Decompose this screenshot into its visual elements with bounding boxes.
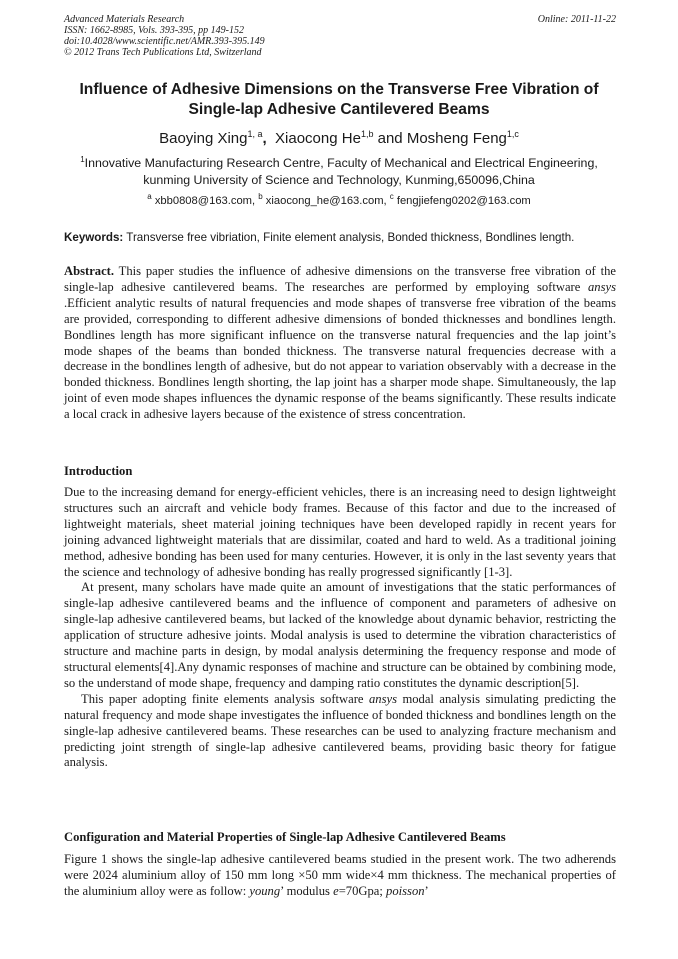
abstract — [64, 264, 616, 423]
copyright-line: © 2012 Trans Tech Publications Ltd, Switzerland — [64, 47, 262, 58]
intro-paragraph-1: Due to the increasing demand for energy-efficient vehicles, there is an increasing need to design lightweight structures such an aircraft and vehicle body frames. Because of this factor and due to the increased of lightweight materials, sheet material joining techniques have been developed rapidly in recent years for joining advanced lightweight materials that are dissimilar, coated and hard to weld. As a traditional joining method, adhesive bonding has been used for many centuries. However, it is only in the last seventy years that the science and technology of adhesive bonding has really progressed significantly [1-3]. — [64, 485, 616, 579]
email-c: fengjiefeng0202@163.com — [396, 195, 531, 207]
paper-title — [40, 80, 638, 120]
abstract-text-1: This paper studies the influence of adhesive dimensions on the transverse free vibration of the single-lap adhesive cantilevered beams. The researches are performed by employing software — [64, 264, 616, 294]
email-c-sup: c — [389, 192, 394, 201]
abstract-text-2: .Efficient analytic results of natural frequencies and mode shapes of transverse free vibration of the beams are provided, corresponding to different adhesive dimensions of bonded thicknesses and bondlines length. Bondlines length has more significant influence on the transverse natural frequencies and the lap joint’s mode shapes of the beams than bonded thickness. The transverse natural frequencies decrease with a decrease in the bondlines length of adhesive, but do not appear to variation observably with a decrease in the bonded thickness. Bondlines length shorting, the lap joint has a sharper mode shape. Simultaneously, the lap joint of even mode shapes influences the dynamic response of the beams significantly. These results indicate a local crack in adhesive layers because of the existence of stress concentration. — [64, 295, 616, 422]
intro-p3-ansys: ansys — [368, 691, 397, 706]
affiliation-line-2: kunming University of Science and Technology, Kunming,650096,China — [143, 173, 535, 187]
intro-paragraph-3 — [64, 692, 616, 772]
email-b: xiaocong_he@163.com, — [265, 195, 387, 207]
journal-name: Advanced Materials Research — [64, 14, 185, 25]
introduction-body — [64, 485, 616, 771]
config-e: e — [333, 883, 339, 898]
affiliation — [40, 155, 638, 189]
email-a-sup: a — [147, 192, 152, 201]
keywords — [64, 231, 624, 245]
title-line-2: Single-lap Adhesive Cantilevered Beams — [188, 101, 490, 118]
email-list — [40, 194, 638, 208]
author-list: Baoying Xing$^{1, a}$, Xiaocong He$^{1,b}$ and Mosheng Feng$^{1,c}$ — [159, 129, 519, 147]
intro-p3-text-b: modal analysis simulating predicting the natural frequency and mode shape investigates the influence of bonded thickness and bondlines length on the single-lap adhesive cantilevered beams. These researches can be used to analyzing fracture mechanism and predicting joint strength of single-lap adhesive cantilevered beams, providing basic theory for fatigue analysis. — [64, 691, 616, 770]
affiliation-line-1 — [40, 155, 638, 172]
author-3-name: and Mosheng Feng — [377, 130, 507, 147]
email-b-sup: b — [258, 192, 263, 201]
doi-line: doi:10.4028/www.scientific.net/AMR.393-395.149 — [64, 36, 265, 47]
abstract-ansys: ansys — [587, 279, 616, 294]
intro-paragraph-2: At present, many scholars have made quite an amount of investigations that the static performances of single-lap adhesive cantilevered beams and the influence of component and parameters of adhesive on single-lap adhesive cantilevered beams, but lacked of the knowledge about dynamic behavior, restricting the application of structure adhesive joints. Modal analysis is used to determine the vibration characteristics of structure and machine parts in design, by modal analysis determining the frequency response and mode of structural elements[4].Any dynamic responses of machine and structure can be obtained by combining mode, so the understand of mode shape, frequency and damping ratio constitutes the dynamic description[5]. — [64, 580, 616, 690]
affiliation-sup: 1 — [80, 155, 85, 164]
journal-header — [64, 14, 616, 58]
keywords-text: Transverse free vibriation, Finite element analysis, Bonded thickness, Bondlines length. — [126, 231, 575, 244]
config-text-1: Figure 1 shows the single-lap adhesive cantilevered beams studied in the present work. The two adherends were 2024 aluminium alloy of 150 mm long ×50 mm wide×4 mm thickness. The mechanical properties of the aluminium alloy were as follow: — [64, 852, 616, 898]
author-3-sup: 1,c — [506, 129, 519, 139]
keywords-label: Keywords: — [64, 231, 124, 244]
introduction-heading: Introduction — [64, 464, 133, 478]
config-text-4: ’ — [424, 883, 429, 898]
config-text-3: =70Gpa; — [338, 883, 383, 898]
abstract-paragraph — [64, 264, 616, 423]
issn-line: ISSN: 1662-8985, Vols. 393-395, pp 149-152 — [64, 25, 244, 36]
intro-p3-text-a: This paper adopting finite elements analysis software — [81, 691, 364, 706]
configuration-body — [64, 852, 616, 900]
abstract-label: Abstract. — [64, 264, 115, 278]
configuration-paragraph — [64, 852, 616, 900]
author-1-name: Baoying Xing — [159, 130, 248, 147]
affiliation-text-1: Innovative Manufacturing Research Centre, Faculty of Mechanical and Electrical Engineering, — [84, 156, 598, 170]
author-1-sup: 1, a — [247, 129, 263, 139]
config-text-2: ’ modulus — [280, 883, 330, 898]
email-a: xbb0808@163.com, — [154, 195, 256, 207]
author-2-name: Xiaocong He — [275, 130, 361, 147]
title-line-1: Influence of Adhesive Dimensions on the Transverse Free Vibration of — [79, 81, 599, 98]
config-young: young — [249, 883, 281, 898]
author-2-sup: 1,b — [360, 129, 374, 139]
configuration-heading: Configuration and Material Properties of Single-lap Adhesive Cantilevered Beams — [64, 830, 506, 844]
config-poisson: poisson — [386, 883, 425, 898]
online-date: Online: 2011-11-22 — [537, 14, 616, 25]
